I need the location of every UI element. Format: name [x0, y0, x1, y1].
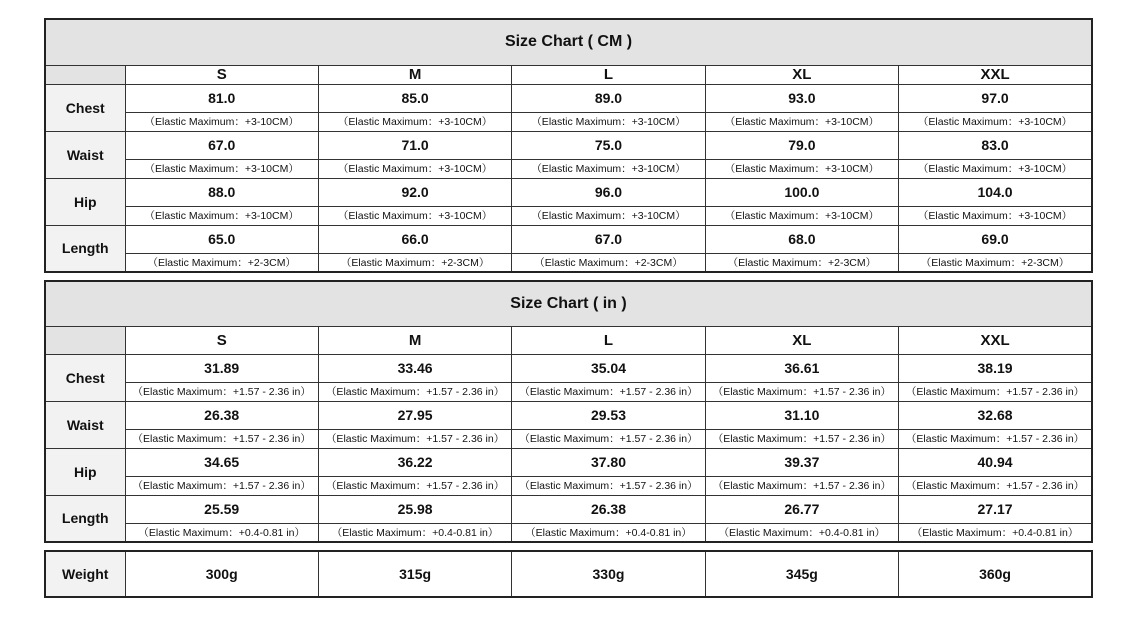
hip-elastic-note: （Elastic Maximum：+3-10CM） — [512, 206, 705, 225]
weight-value-m: 315g — [318, 551, 511, 597]
length-elastic-note: （Elastic Maximum：+2-3CM） — [512, 253, 705, 272]
chest-elastic-note: （Elastic Maximum：+3-10CM） — [899, 112, 1092, 131]
measure-row-hip — [45, 448, 1092, 476]
hip-elastic-note: （Elastic Maximum：+1.57 - 2.36 in） — [125, 476, 318, 495]
length-value: 26.77 — [705, 495, 898, 523]
size-header-row — [45, 65, 1092, 84]
size-chart-cm-title: Size Chart ( CM ) — [45, 19, 1092, 65]
length-value: 68.0 — [705, 225, 898, 253]
length-elastic-note: （Elastic Maximum：+0.4-0.81 in） — [318, 523, 511, 542]
waist-elastic-note: （Elastic Maximum：+3-10CM） — [705, 159, 898, 178]
hip-elastic-note: （Elastic Maximum：+3-10CM） — [705, 206, 898, 225]
size-header-m: M — [318, 65, 511, 84]
hip-elastic-note: （Elastic Maximum：+1.57 - 2.36 in） — [899, 476, 1092, 495]
measure-label-chest: Chest — [45, 84, 125, 131]
measure-row-chest — [45, 354, 1092, 382]
size-chart-cm-body — [45, 84, 1092, 272]
note-row-chest — [45, 382, 1092, 401]
waist-value: 27.95 — [318, 401, 511, 429]
waist-value: 31.10 — [705, 401, 898, 429]
size-header-m: M — [318, 326, 511, 354]
length-elastic-note: （Elastic Maximum：+2-3CM） — [899, 253, 1092, 272]
note-row-length — [45, 253, 1092, 272]
measure-row-length — [45, 225, 1092, 253]
chest-elastic-note: （Elastic Maximum：+1.57 - 2.36 in） — [899, 382, 1092, 401]
hip-value: 88.0 — [125, 178, 318, 206]
size-header-s: S — [125, 326, 318, 354]
measure-row-waist — [45, 401, 1092, 429]
length-value: 27.17 — [899, 495, 1092, 523]
chest-value: 33.46 — [318, 354, 511, 382]
measure-row-waist — [45, 131, 1092, 159]
size-header-l: L — [512, 326, 705, 354]
length-elastic-note: （Elastic Maximum：+0.4-0.81 in） — [705, 523, 898, 542]
waist-value: 67.0 — [125, 131, 318, 159]
waist-value: 79.0 — [705, 131, 898, 159]
waist-elastic-note: （Elastic Maximum：+1.57 - 2.36 in） — [899, 429, 1092, 448]
header-corner — [45, 326, 125, 354]
chest-value: 31.89 — [125, 354, 318, 382]
chest-elastic-note: （Elastic Maximum：+3-10CM） — [512, 112, 705, 131]
waist-elastic-note: （Elastic Maximum：+3-10CM） — [318, 159, 511, 178]
chest-elastic-note: （Elastic Maximum：+3-10CM） — [705, 112, 898, 131]
size-header-xl: XL — [705, 65, 898, 84]
hip-value: 104.0 — [899, 178, 1092, 206]
size-header-xxl: XXL — [899, 326, 1092, 354]
size-chart-in-body — [45, 354, 1092, 542]
chest-value: 93.0 — [705, 84, 898, 112]
hip-elastic-note: （Elastic Maximum：+1.57 - 2.36 in） — [705, 476, 898, 495]
hip-value: 37.80 — [512, 448, 705, 476]
hip-elastic-note: （Elastic Maximum：+3-10CM） — [125, 206, 318, 225]
length-value: 25.98 — [318, 495, 511, 523]
hip-value: 92.0 — [318, 178, 511, 206]
waist-elastic-note: （Elastic Maximum：+1.57 - 2.36 in） — [318, 429, 511, 448]
note-row-waist — [45, 159, 1092, 178]
waist-value: 75.0 — [512, 131, 705, 159]
hip-elastic-note: （Elastic Maximum：+3-10CM） — [318, 206, 511, 225]
length-value: 69.0 — [899, 225, 1092, 253]
note-row-hip — [45, 476, 1092, 495]
size-chart-in-title: Size Chart ( in ) — [45, 281, 1092, 326]
size-header-row — [45, 326, 1092, 354]
chest-elastic-note: （Elastic Maximum：+3-10CM） — [125, 112, 318, 131]
measure-label-waist: Waist — [45, 131, 125, 178]
length-value: 65.0 — [125, 225, 318, 253]
size-chart-cm — [44, 18, 1093, 273]
chest-elastic-note: （Elastic Maximum：+1.57 - 2.36 in） — [318, 382, 511, 401]
measure-row-length — [45, 495, 1092, 523]
measure-label-waist: Waist — [45, 401, 125, 448]
waist-elastic-note: （Elastic Maximum：+1.57 - 2.36 in） — [705, 429, 898, 448]
hip-value: 36.22 — [318, 448, 511, 476]
measure-row-chest — [45, 84, 1092, 112]
waist-value: 71.0 — [318, 131, 511, 159]
length-value: 26.38 — [512, 495, 705, 523]
weight-value-s: 300g — [125, 551, 318, 597]
weight-table — [44, 550, 1093, 598]
length-elastic-note: （Elastic Maximum：+2-3CM） — [318, 253, 511, 272]
measure-label-chest: Chest — [45, 354, 125, 401]
note-row-length — [45, 523, 1092, 542]
hip-elastic-note: （Elastic Maximum：+1.57 - 2.36 in） — [512, 476, 705, 495]
hip-value: 96.0 — [512, 178, 705, 206]
chest-elastic-note: （Elastic Maximum：+1.57 - 2.36 in） — [512, 382, 705, 401]
size-header-xxl: XXL — [899, 65, 1092, 84]
waist-value: 29.53 — [512, 401, 705, 429]
chest-elastic-note: （Elastic Maximum：+3-10CM） — [318, 112, 511, 131]
weight-label: Weight — [45, 551, 125, 597]
measure-label-hip: Hip — [45, 178, 125, 225]
chest-value: 89.0 — [512, 84, 705, 112]
length-value: 25.59 — [125, 495, 318, 523]
length-value: 67.0 — [512, 225, 705, 253]
note-row-hip — [45, 206, 1092, 225]
chest-value: 38.19 — [899, 354, 1092, 382]
hip-value: 40.94 — [899, 448, 1092, 476]
chest-value: 85.0 — [318, 84, 511, 112]
weight-value-xl: 345g — [705, 551, 898, 597]
length-elastic-note: （Elastic Maximum：+2-3CM） — [125, 253, 318, 272]
chest-value: 36.61 — [705, 354, 898, 382]
weight-value-xxl: 360g — [899, 551, 1092, 597]
waist-elastic-note: （Elastic Maximum：+3-10CM） — [512, 159, 705, 178]
hip-value: 100.0 — [705, 178, 898, 206]
length-value: 66.0 — [318, 225, 511, 253]
weight-row — [45, 551, 1092, 597]
chest-elastic-note: （Elastic Maximum：+1.57 - 2.36 in） — [705, 382, 898, 401]
waist-elastic-note: （Elastic Maximum：+3-10CM） — [899, 159, 1092, 178]
waist-elastic-note: （Elastic Maximum：+1.57 - 2.36 in） — [125, 429, 318, 448]
measure-label-length: Length — [45, 225, 125, 272]
hip-elastic-note: （Elastic Maximum：+3-10CM） — [899, 206, 1092, 225]
waist-value: 32.68 — [899, 401, 1092, 429]
hip-elastic-note: （Elastic Maximum：+1.57 - 2.36 in） — [318, 476, 511, 495]
chest-value: 35.04 — [512, 354, 705, 382]
length-elastic-note: （Elastic Maximum：+2-3CM） — [705, 253, 898, 272]
hip-value: 34.65 — [125, 448, 318, 476]
note-row-chest — [45, 112, 1092, 131]
size-header-s: S — [125, 65, 318, 84]
chest-elastic-note: （Elastic Maximum：+1.57 - 2.36 in） — [125, 382, 318, 401]
size-header-l: L — [512, 65, 705, 84]
waist-value: 26.38 — [125, 401, 318, 429]
measure-row-hip — [45, 178, 1092, 206]
hip-value: 39.37 — [705, 448, 898, 476]
size-header-xl: XL — [705, 326, 898, 354]
measure-label-length: Length — [45, 495, 125, 542]
length-elastic-note: （Elastic Maximum：+0.4-0.81 in） — [899, 523, 1092, 542]
length-elastic-note: （Elastic Maximum：+0.4-0.81 in） — [512, 523, 705, 542]
header-corner — [45, 65, 125, 84]
weight-value-l: 330g — [512, 551, 705, 597]
chest-value: 81.0 — [125, 84, 318, 112]
size-chart-in — [44, 280, 1093, 543]
waist-elastic-note: （Elastic Maximum：+3-10CM） — [125, 159, 318, 178]
waist-elastic-note: （Elastic Maximum：+1.57 - 2.36 in） — [512, 429, 705, 448]
measure-label-hip: Hip — [45, 448, 125, 495]
chest-value: 97.0 — [899, 84, 1092, 112]
waist-value: 83.0 — [899, 131, 1092, 159]
note-row-waist — [45, 429, 1092, 448]
length-elastic-note: （Elastic Maximum：+0.4-0.81 in） — [125, 523, 318, 542]
